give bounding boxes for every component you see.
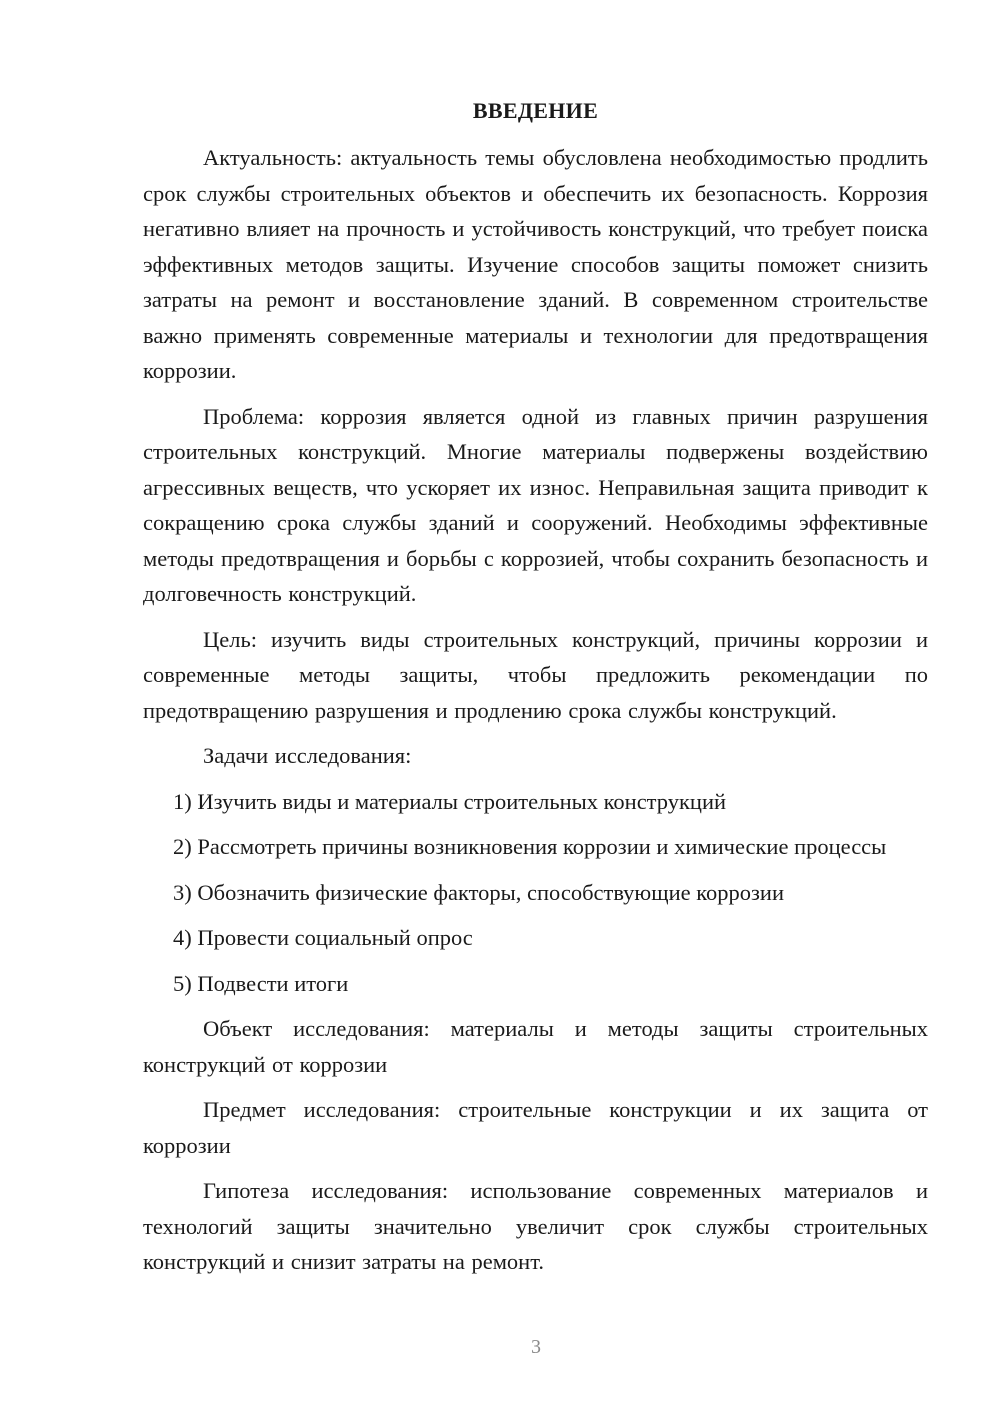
hypothesis-paragraph: Гипотеза исследования: использование современных материалов и технологий защиты значительно увеличит срок службы строительных конструкций и снизит затраты на ремонт. [143,1178,928,1274]
section-heading: ВВЕДЕНИЕ [472,98,599,123]
subject-paragraph: Предмет исследования: строительные конструкции и их защита от коррозии [143,1097,928,1158]
list-item: 3) Обозначить физические факторы, способствующие коррозии [173,879,784,905]
problem-paragraph: Проблема: коррозия является одной из главных причин разрушения строительных конструкций. Многие материалы подвержены воздействию агрессивных веществ, что ускоряет их износ. Неправильная защита приводит к сокращению срока службы зданий и сооружений. Необходимы эффективные методы предотвращения и борьбы с коррозией, чтобы сохранить безопасность и долговечность конструкций. [143,403,928,606]
tasks-intro: Задачи исследования: [203,743,412,768]
list-item: 4) Провести социальный опрос [173,925,473,950]
goal-paragraph: Цель: изучить виды строительных конструкций, причины коррозии и современные методы защиты, чтобы предложить рекомендации по предотвращению разрушения и продлению срока службы конструкций. [143,626,928,723]
list-item: 1) Изучить виды и материалы строительных конструкций [173,788,727,814]
page-number: 3 [531,1336,541,1358]
relevance-paragraph: Актуальность: актуальность темы обусловлена необходимостью продлить срок службы строительных объектов и обеспечить их безопасность. Коррозия негативно влияет на прочность и устойчивость конструкций, что требует поиска эффективных методов защиты. Изучение способов защиты поможет снизить затраты на ремонт и восстановление зданий. В современном строительстве важно применять современные материалы и технологии для предотвращения коррозии. [143,145,928,383]
list-item: 2) Рассмотреть причины возникновения коррозии и химические процессы [173,834,887,859]
list-item: 5) Подвести итоги [173,970,349,996]
object-paragraph: Объект исследования: материалы и методы защиты строительных конструкций от коррозии [143,1016,928,1077]
tasks-list [143,784,928,1002]
document-body [143,140,928,1280]
